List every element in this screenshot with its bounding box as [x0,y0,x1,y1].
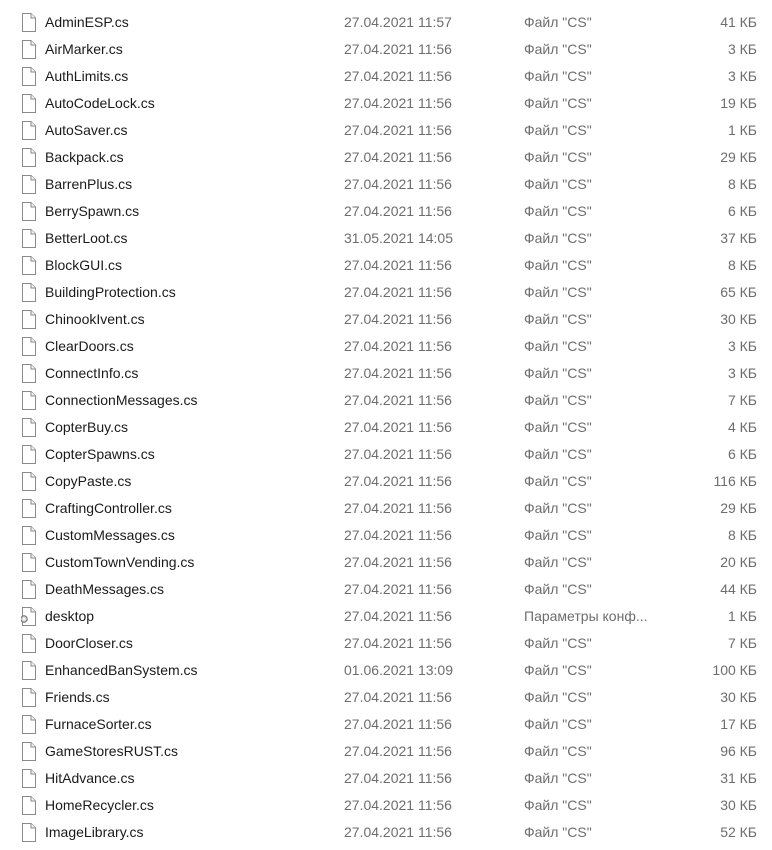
file-row[interactable] [0,279,772,306]
file-type: Файл "CS" [524,770,592,786]
file-name: AutoCodeLock.cs [45,95,155,111]
file-type: Параметры конф... [524,608,648,624]
file-name: ConnectInfo.cs [45,365,139,381]
file-date-modified: 27.04.2021 11:56 [344,770,452,786]
file-row[interactable] [0,657,772,684]
file-date-modified: 27.04.2021 11:56 [344,797,452,813]
file-size: 52 КБ [720,824,757,840]
file-type: Файл "CS" [524,824,592,840]
file-row[interactable] [0,711,772,738]
file-size: 1 КБ [727,608,757,624]
file-name: BarrenPlus.cs [45,176,133,192]
file-size: 30 КБ [720,797,757,813]
file-icon [21,175,36,194]
file-icon [21,445,36,464]
file-type: Файл "CS" [524,743,592,759]
file-size: 37 КБ [720,230,757,246]
file-icon [21,310,36,329]
file-icon [21,418,36,437]
file-type: Файл "CS" [524,365,592,381]
file-icon [21,499,36,518]
file-icon [21,823,36,842]
file-name: CustomMessages.cs [45,527,175,543]
file-name: Backpack.cs [45,149,124,165]
file-icon [21,580,36,599]
file-size: 116 КБ [713,473,757,489]
file-size: 20 КБ [720,554,757,570]
file-name: Friends.cs [45,689,110,705]
file-size: 31 КБ [720,770,757,786]
file-size: 96 КБ [720,743,757,759]
file-date-modified: 27.04.2021 11:56 [344,122,452,138]
file-date-modified: 27.04.2021 11:56 [344,446,452,462]
file-type: Файл "CS" [524,257,592,273]
file-row[interactable] [0,252,772,279]
file-name: desktop [45,608,95,624]
file-icon [21,472,36,491]
file-date-modified: 27.04.2021 11:56 [344,284,452,300]
file-row[interactable] [0,792,772,819]
file-row[interactable] [0,144,772,171]
file-size: 1 КБ [727,122,757,138]
file-row[interactable] [0,441,772,468]
file-row[interactable] [0,603,772,630]
file-icon [21,94,36,113]
file-type: Файл "CS" [524,176,592,192]
file-icon [21,256,36,275]
file-type: Файл "CS" [524,230,592,246]
file-date-modified: 27.04.2021 11:56 [344,338,452,354]
file-date-modified: 27.04.2021 11:56 [344,689,452,705]
file-type: Файл "CS" [524,14,592,30]
file-type: Файл "CS" [524,122,592,138]
file-type: Файл "CS" [524,500,592,516]
file-date-modified: 27.04.2021 11:56 [344,581,452,597]
file-size: 6 КБ [727,446,757,462]
file-date-modified: 27.04.2021 11:56 [344,419,452,435]
file-type: Файл "CS" [524,419,592,435]
file-row[interactable] [0,630,772,657]
file-name: BerrySpawn.cs [45,203,140,219]
file-icon [21,13,36,32]
file-date-modified: 01.06.2021 13:09 [344,662,453,678]
file-size: 100 КБ [712,662,757,678]
file-name: ClearDoors.cs [45,338,134,354]
file-icon [21,553,36,572]
file-date-modified: 27.04.2021 11:56 [344,176,452,192]
file-name: ImageLibrary.cs [45,824,144,840]
file-date-modified: 27.04.2021 11:56 [344,149,452,165]
file-size: 3 КБ [727,41,757,57]
file-icon [21,40,36,59]
file-icon [21,526,36,545]
file-date-modified: 27.04.2021 11:56 [344,554,452,570]
file-size: 65 КБ [720,284,757,300]
file-icon [21,634,36,653]
file-type: Файл "CS" [524,473,592,489]
file-icon [21,769,36,788]
file-row[interactable] [0,333,772,360]
file-date-modified: 27.04.2021 11:56 [344,392,452,408]
file-name: ChinookIvent.cs [45,311,145,327]
file-icon [21,121,36,140]
file-size: 8 КБ [727,527,757,543]
file-size: 30 КБ [720,689,757,705]
file-type: Файл "CS" [524,635,592,651]
file-icon [21,67,36,86]
file-row[interactable] [0,225,772,252]
file-date-modified: 27.04.2021 11:56 [344,311,452,327]
file-size: 41 КБ [720,14,757,30]
file-type: Файл "CS" [524,581,592,597]
settings-file-icon [21,607,36,626]
file-type: Файл "CS" [524,203,592,219]
file-name: CustomTownVending.cs [45,554,195,570]
file-name: EnhancedBanSystem.cs [45,662,198,678]
file-type: Файл "CS" [524,41,592,57]
file-type: Файл "CS" [524,284,592,300]
file-row[interactable] [0,414,772,441]
file-row[interactable] [0,90,772,117]
file-type: Файл "CS" [524,554,592,570]
file-size: 8 КБ [727,176,757,192]
file-type: Файл "CS" [524,446,592,462]
file-type: Файл "CS" [524,95,592,111]
file-date-modified: 27.04.2021 11:56 [344,635,452,651]
file-name: HitAdvance.cs [45,770,135,786]
file-type: Файл "CS" [524,68,592,84]
file-row[interactable] [0,684,772,711]
file-size: 4 КБ [727,419,757,435]
file-size: 44 КБ [720,581,757,597]
file-row[interactable] [0,576,772,603]
file-icon [21,364,36,383]
file-name: ConnectionMessages.cs [45,392,198,408]
file-date-modified: 27.04.2021 11:56 [344,716,452,732]
file-name: DoorCloser.cs [45,635,133,651]
file-date-modified: 27.04.2021 11:56 [344,41,452,57]
file-name: FurnaceSorter.cs [45,716,152,732]
file-icon [21,148,36,167]
file-type: Файл "CS" [524,149,592,165]
file-type: Файл "CS" [524,797,592,813]
file-size: 7 КБ [727,635,757,651]
file-name: BlockGUI.cs [45,257,123,273]
file-type: Файл "CS" [524,716,592,732]
file-row[interactable] [0,117,772,144]
file-date-modified: 27.04.2021 11:56 [344,824,452,840]
file-row[interactable] [0,522,772,549]
file-date-modified: 27.04.2021 11:56 [344,500,452,516]
file-icon [21,715,36,734]
file-name: DeathMessages.cs [45,581,165,597]
file-icon [21,202,36,221]
file-name: CopterBuy.cs [45,419,128,435]
file-icon [21,337,36,356]
file-row[interactable] [0,387,772,414]
file-date-modified: 27.04.2021 11:57 [344,14,452,30]
file-icon [21,688,36,707]
file-name: AdminESP.cs [45,14,129,30]
file-type: Файл "CS" [524,392,592,408]
file-row[interactable] [0,36,772,63]
file-size: 6 КБ [727,203,757,219]
file-row[interactable] [0,549,772,576]
file-size: 3 КБ [727,338,757,354]
file-date-modified: 27.04.2021 11:56 [344,473,452,489]
file-row[interactable] [0,63,772,90]
file-date-modified: 27.04.2021 11:56 [344,95,452,111]
file-date-modified: 27.04.2021 11:56 [344,203,452,219]
file-name: BuildingProtection.cs [45,284,176,300]
file-row[interactable] [0,495,772,522]
file-icon [21,283,36,302]
file-row[interactable] [0,198,772,225]
file-date-modified: 31.05.2021 14:05 [344,230,453,246]
file-type: Файл "CS" [524,662,592,678]
file-size: 29 КБ [720,500,757,516]
file-date-modified: 27.04.2021 11:56 [344,68,452,84]
file-row[interactable] [0,765,772,792]
file-icon [21,229,36,248]
file-size: 17 КБ [720,716,757,732]
file-name: AutoSaver.cs [45,122,128,138]
file-icon [21,661,36,680]
file-icon [21,796,36,815]
file-type: Файл "CS" [524,527,592,543]
file-type: Файл "CS" [524,338,592,354]
file-size: 7 КБ [727,392,757,408]
file-name: CopyPaste.cs [45,473,132,489]
file-row[interactable] [0,819,772,846]
file-size: 30 КБ [720,311,757,327]
file-type: Файл "CS" [524,311,592,327]
file-size: 3 КБ [727,365,757,381]
file-name: CraftingController.cs [45,500,172,516]
file-name: GameStoresRUST.cs [45,743,179,759]
file-date-modified: 27.04.2021 11:56 [344,257,452,273]
file-row[interactable] [0,9,772,36]
file-size: 19 КБ [720,95,757,111]
file-date-modified: 27.04.2021 11:56 [344,365,452,381]
file-icon [21,742,36,761]
file-size: 8 КБ [727,257,757,273]
file-name: HomeRecycler.cs [45,797,154,813]
file-row[interactable] [0,468,772,495]
file-type: Файл "CS" [524,689,592,705]
file-row[interactable] [0,738,772,765]
file-size: 3 КБ [727,68,757,84]
file-size: 29 КБ [720,149,757,165]
file-row[interactable] [0,360,772,387]
file-icon [21,391,36,410]
file-date-modified: 27.04.2021 11:56 [344,743,452,759]
file-row[interactable] [0,306,772,333]
file-name: AuthLimits.cs [45,68,129,84]
file-name: BetterLoot.cs [45,230,128,246]
file-date-modified: 27.04.2021 11:56 [344,527,452,543]
file-name: AirMarker.cs [45,41,123,57]
file-name: CopterSpawns.cs [45,446,155,462]
file-row[interactable] [0,171,772,198]
file-date-modified: 27.04.2021 11:56 [344,608,452,624]
